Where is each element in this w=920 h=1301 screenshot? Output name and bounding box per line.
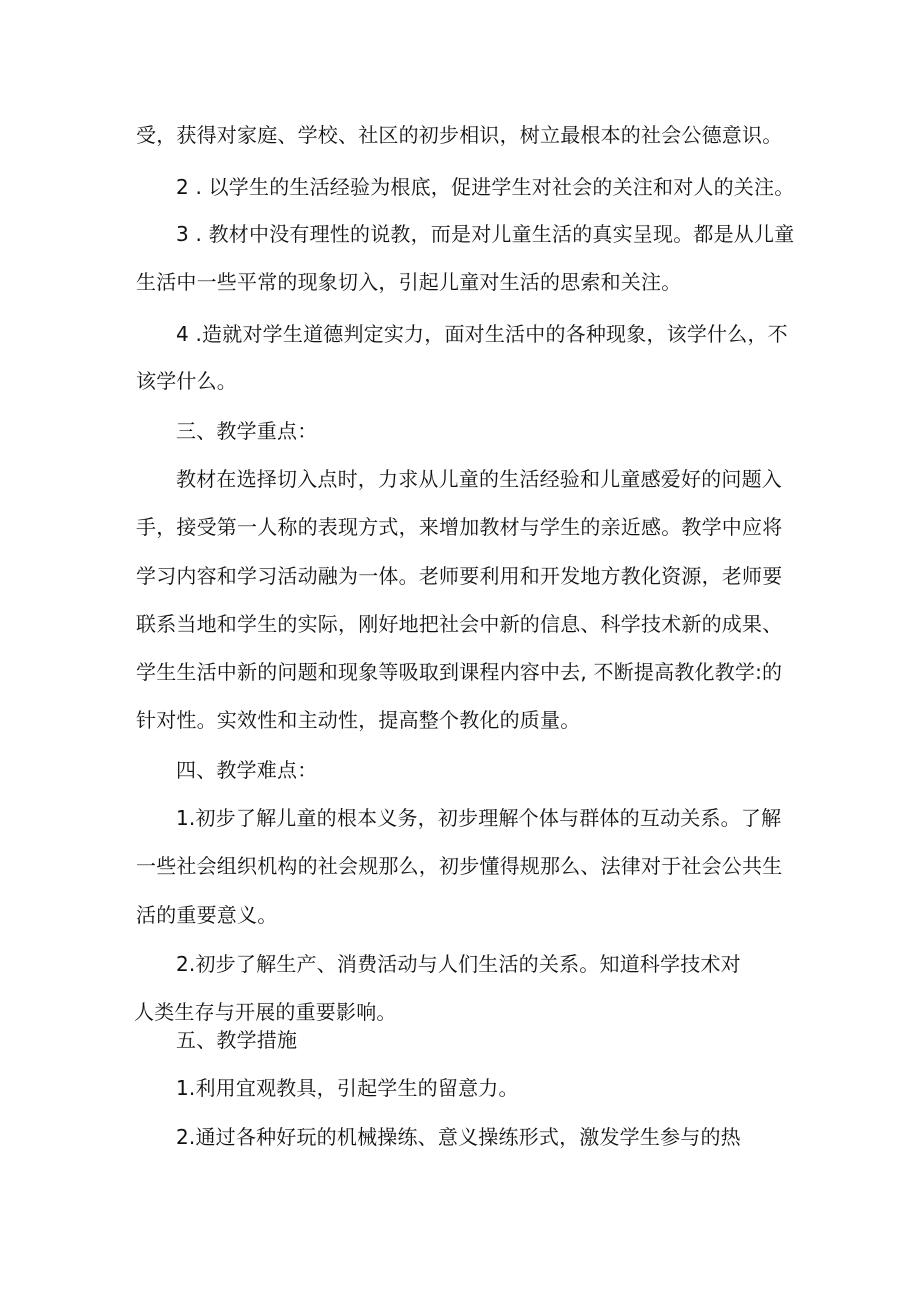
text-line: 教材在选择切入点时，力求从儿童的生活经验和儿童感爱好的问题入 <box>176 467 782 491</box>
text-line: 2.初步了解生产、消费活动与人们生活的关系。知道科学技术对 <box>176 952 741 976</box>
text-line: 学习内容和学习活动融为一体。老师要利用和开发地方教化资源，老师要 <box>136 564 783 588</box>
text-line: 学生生活中新的问题和现象等吸取到课程内容中去, 不断提高教化教学:的 <box>136 660 783 684</box>
text-line: 2 . 以学生的生活经验为根底，促进学生对社会的关注和对人的关注。 <box>176 175 795 199</box>
text-line: 活的重要意义。 <box>136 903 278 927</box>
text-line: 3 . 教材中没有理性的说教，而是对儿童生活的真实呈现。都是从儿童 <box>176 222 795 246</box>
text-line: 联系当地和学生的实际，刚好地把社会中新的信息、科学技术新的成果、 <box>136 612 783 636</box>
text-line: 该学什么。 <box>136 369 237 393</box>
text-line: 一些社会组织机构的社会规那么，初步懂得规那么、法律对于社会公共生 <box>136 854 783 878</box>
section-heading: 三、教学重点： <box>176 419 318 443</box>
text-line: 1.初步了解儿童的根本义务，初步理解个体与群体的互动关系。了解 <box>176 806 782 830</box>
text-line: 1.利用宜观教具，引起学生的留意力。 <box>176 1076 519 1100</box>
section-heading: 五、教学措施 <box>176 1028 298 1052</box>
text-line: 针对性。实效性和主动性，提高整个教化的质量。 <box>136 708 581 732</box>
text-line: 人类生存与开展的重要影响。 <box>134 1000 397 1024</box>
text-line: 受，获得对家庭、学校、社区的初步相识，树立最根本的社会公德意识。 <box>136 123 783 147</box>
text-line: 生活中一些平常的现象切入，引起儿童对生活的思索和关注。 <box>136 270 682 294</box>
section-heading: 四、教学难点： <box>176 758 318 782</box>
text-line: 2.通过各种好玩的机械操练、意义操练形式，激发学生参与的热 <box>176 1125 741 1149</box>
text-line: 4 .造就对学生道德判定实力，面对生活中的各种现象，该学什么，不 <box>176 322 788 346</box>
text-line: 手，接受第一人称的表现方式，来增加教材与学生的亲近感。教学中应将 <box>136 515 783 539</box>
